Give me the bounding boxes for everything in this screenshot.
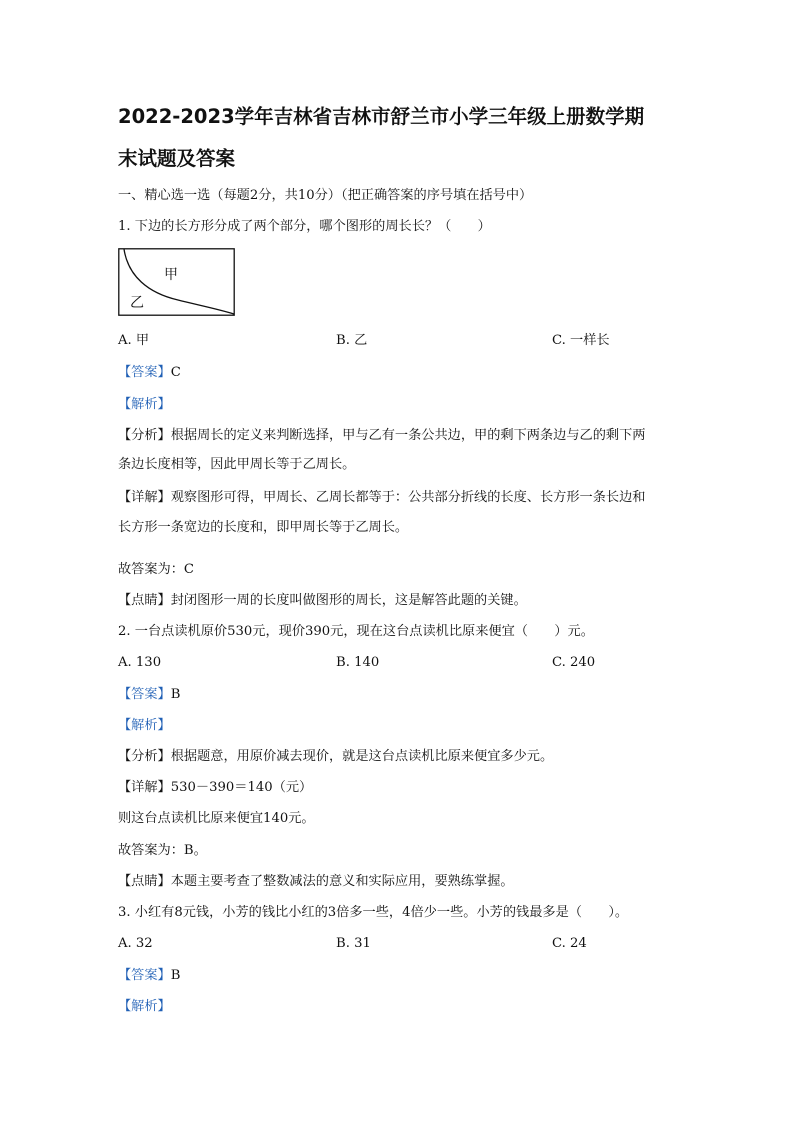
q2-fenxi: [118, 747, 553, 767]
q1-xiangjie-line-2: 长方形一条宽边的长度和，即甲周长等于乙周长。: [118, 520, 409, 535]
q1-conclusion: 故答案为：C: [118, 562, 195, 577]
q2-analysis-tag: 【解析】: [118, 718, 171, 733]
region-label-top: 甲: [164, 267, 178, 283]
dianjing-tag: 【点睛】: [118, 874, 171, 889]
answer-value: B: [170, 968, 181, 983]
q3-analysis-tag: 【解析】: [118, 999, 171, 1014]
xiangjie-text: 观察图形可得，甲周长、乙周长都等于：公共部分折线的长度、长方形一条长边和: [170, 490, 646, 505]
q1-option-a: A. 甲: [118, 333, 150, 348]
q1-answer: [118, 363, 181, 383]
answer-tag: 【答案】: [118, 687, 171, 702]
answer-value: B: [170, 687, 181, 702]
answer-tag: 【答案】: [118, 365, 171, 380]
question-2-text: 2. 一台点读机原价530元，现价390元，现在这台点读机比原来便宜（ ）元。: [118, 624, 594, 639]
fenxi-tag: 【分析】: [118, 749, 171, 764]
dianjing-text: 封闭图形一周的长度叫做图形的周长，这是解答此题的关键。: [170, 593, 527, 608]
xiangjie-tag: 【详解】: [118, 780, 171, 795]
q1-fenxi-line-2: 条边长度相等，因此甲周长等于乙周长。: [118, 457, 356, 472]
q2-option-a: A. 130: [118, 655, 162, 670]
question-3-text: 3. 小红有8元钱，小芳的钱比小红的3倍多一些，4倍少一些。小芳的钱最多是（ ）。: [118, 905, 629, 920]
answer-value: C: [170, 365, 181, 380]
q3-answer: [118, 966, 180, 986]
q2-option-b: B. 140: [336, 655, 380, 670]
q2-option-c: C. 240: [552, 655, 596, 670]
document-title-line-1: 2022-2023学年吉林省吉林市舒兰市小学三年级上册数学期: [118, 105, 645, 128]
answer-tag: 【答案】: [118, 968, 171, 983]
q2-xiangjie: [118, 778, 312, 798]
q2-answer: [118, 685, 180, 705]
q1-xiangjie-line-1: [118, 488, 646, 508]
fenxi-text: 根据题意，用原价减去现价，就是这台点读机比原来便宜多少元。: [170, 749, 554, 764]
section-heading: 一、精心选一选（每题2分，共10分）（把正确答案的序号填在括号中）: [118, 188, 533, 203]
dianjing-tag: 【点睛】: [118, 593, 171, 608]
document-title-line-2: 末试题及答案: [118, 147, 236, 170]
fenxi-text: 根据周长的定义来判断选择，甲与乙有一条公共边，甲的剩下两条边与乙的剩下两: [170, 428, 646, 443]
fenxi-tag: 【分析】: [118, 428, 171, 443]
q3-option-b: B. 31: [336, 936, 371, 951]
dianjing-text: 本题主要考查了整数减法的意义和实际应用，要熟练掌握。: [170, 874, 514, 889]
q1-option-c: C. 一样长: [552, 333, 610, 348]
q1-analysis-tag: 【解析】: [118, 397, 171, 412]
q3-option-a: A. 32: [118, 936, 153, 951]
q1-dianjing: [118, 591, 527, 611]
q1-fenxi-line-1: [118, 426, 646, 446]
q3-option-c: C. 24: [552, 936, 587, 951]
xiangjie-tag: 【详解】: [118, 490, 171, 505]
question-1-text: 1. 下边的长方形分成了两个部分，哪个图形的周长长？（ ）: [118, 219, 491, 234]
q2-dianjing: [118, 872, 514, 892]
xiangjie-text: 530－390＝140（元）: [170, 780, 313, 795]
q2-conclusion: 故答案为：B。: [118, 843, 207, 858]
rectangle-diagram: [118, 248, 236, 316]
q1-option-b: B. 乙: [336, 333, 368, 348]
rectangle-figure: [118, 248, 236, 316]
region-label-bottom: 乙: [130, 295, 144, 311]
q2-xiangjie-line-2: 则这台点读机比原来便宜140元。: [118, 811, 315, 826]
